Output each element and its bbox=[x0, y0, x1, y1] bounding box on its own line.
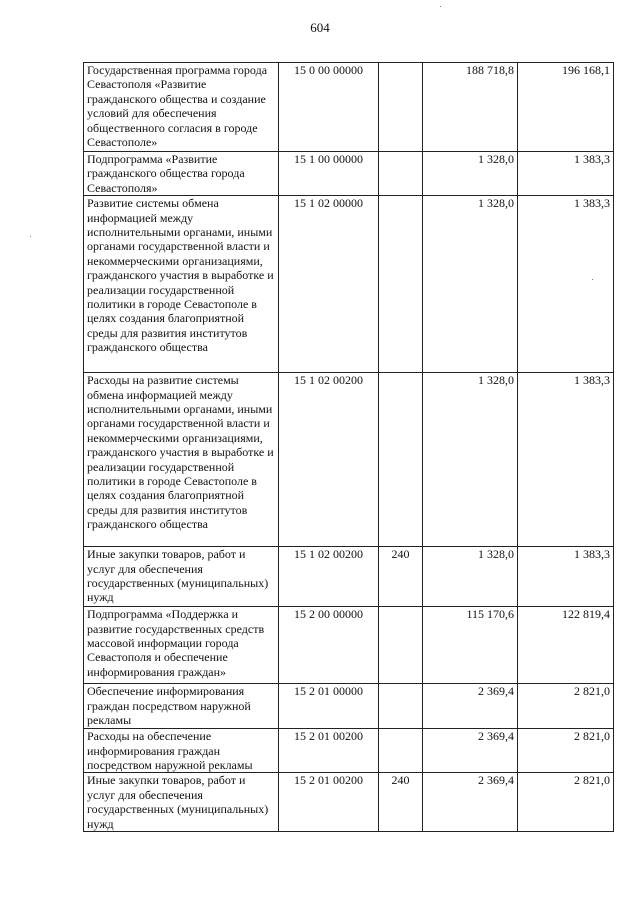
row-value-2-cell: 1 383,3 bbox=[518, 196, 614, 373]
table-row bbox=[84, 773, 614, 832]
row-code-cell: 15 2 01 00000 bbox=[279, 684, 379, 729]
row-name-cell: Иные закупки товаров, работ и услуг для обеспечения государственных (муниципальных) нужд bbox=[84, 773, 279, 832]
table-row bbox=[84, 63, 614, 152]
row-type-cell bbox=[379, 196, 423, 373]
scan-speck bbox=[592, 279, 593, 280]
table-row bbox=[84, 547, 614, 607]
row-name-cell: Расходы на развитие системы обмена информацией между исполнительными органами, иными органами государственной власти и некоммерческими организациями, гражданского участия в выработке и реализации государственной политики в городе Севастополе в целях создания благоприятной среды для развития институтов гражданского общества bbox=[84, 373, 279, 547]
table-row bbox=[84, 729, 614, 773]
row-value-2-cell: 1 383,3 bbox=[518, 547, 614, 607]
row-type-cell bbox=[379, 607, 423, 684]
row-value-1-cell: 1 328,0 bbox=[423, 373, 518, 547]
table-row bbox=[84, 607, 614, 684]
budget-table bbox=[83, 62, 614, 832]
row-value-1-cell: 1 328,0 bbox=[423, 547, 518, 607]
row-name-cell: Расходы на обеспечение информирования граждан посредством наружной рекламы bbox=[84, 729, 279, 773]
row-value-1-cell: 188 718,8 bbox=[423, 63, 518, 152]
row-type-cell: 240 bbox=[379, 547, 423, 607]
row-value-1-cell: 2 369,4 bbox=[423, 729, 518, 773]
row-code-cell: 15 1 02 00200 bbox=[279, 373, 379, 547]
row-value-1-cell: 2 369,4 bbox=[423, 773, 518, 832]
row-name-cell: Обеспечение информирования граждан посредством наружной рекламы bbox=[84, 684, 279, 729]
row-type-cell bbox=[379, 152, 423, 196]
row-name-cell: Подпрограмма «Развитие гражданского общества города Севастополя» bbox=[84, 152, 279, 196]
row-code-cell: 15 2 01 00200 bbox=[279, 729, 379, 773]
row-value-2-cell: 196 168,1 bbox=[518, 63, 614, 152]
row-value-2-cell: 2 821,0 bbox=[518, 684, 614, 729]
row-code-cell: 15 2 00 00000 bbox=[279, 607, 379, 684]
row-code-cell: 15 0 00 00000 bbox=[279, 63, 379, 152]
row-name-cell: Развитие системы обмена информацией между исполнительными органами, иными органами государственной власти и некоммерческими организациями, гражданского участия в выработке и реализации государственной политики в городе Севастополе в целях создания благоприятной среды для развития институтов гражданского общества bbox=[84, 196, 279, 373]
row-value-1-cell: 115 170,6 bbox=[423, 607, 518, 684]
row-type-cell bbox=[379, 684, 423, 729]
row-name-cell: Иные закупки товаров, работ и услуг для обеспечения государственных (муниципальных) нужд bbox=[84, 547, 279, 607]
row-name-cell: Государственная программа города Севастополя «Развитие гражданского общества и создание условий для обеспечения общественного согласия в городе Севастополе» bbox=[84, 63, 279, 152]
table-row bbox=[84, 684, 614, 729]
row-value-2-cell: 122 819,4 bbox=[518, 607, 614, 684]
row-value-1-cell: 1 328,0 bbox=[423, 196, 518, 373]
row-type-cell: 240 bbox=[379, 773, 423, 832]
row-value-2-cell: 2 821,0 bbox=[518, 773, 614, 832]
table-row bbox=[84, 373, 614, 547]
row-code-cell: 15 1 00 00000 bbox=[279, 152, 379, 196]
row-name-cell: Подпрограмма «Поддержка и развитие государственных средств массовой информации города Севастополя и обеспечение информирования граждан» bbox=[84, 607, 279, 684]
row-value-2-cell: 1 383,3 bbox=[518, 152, 614, 196]
row-code-cell: 15 1 02 00000 bbox=[279, 196, 379, 373]
page-number: 604 bbox=[310, 20, 330, 35]
row-type-cell bbox=[379, 373, 423, 547]
table-row bbox=[84, 152, 614, 196]
row-value-1-cell: 2 369,4 bbox=[423, 684, 518, 729]
row-code-cell: 15 2 01 00200 bbox=[279, 773, 379, 832]
row-type-cell bbox=[379, 63, 423, 152]
row-value-2-cell: 1 383,3 bbox=[518, 373, 614, 547]
scan-speck bbox=[30, 236, 31, 237]
row-type-cell bbox=[379, 729, 423, 773]
row-value-2-cell: 2 821,0 bbox=[518, 729, 614, 773]
row-code-cell: 15 1 02 00200 bbox=[279, 547, 379, 607]
table-row bbox=[84, 196, 614, 373]
scan-speck bbox=[440, 6, 441, 7]
row-value-1-cell: 1 328,0 bbox=[423, 152, 518, 196]
